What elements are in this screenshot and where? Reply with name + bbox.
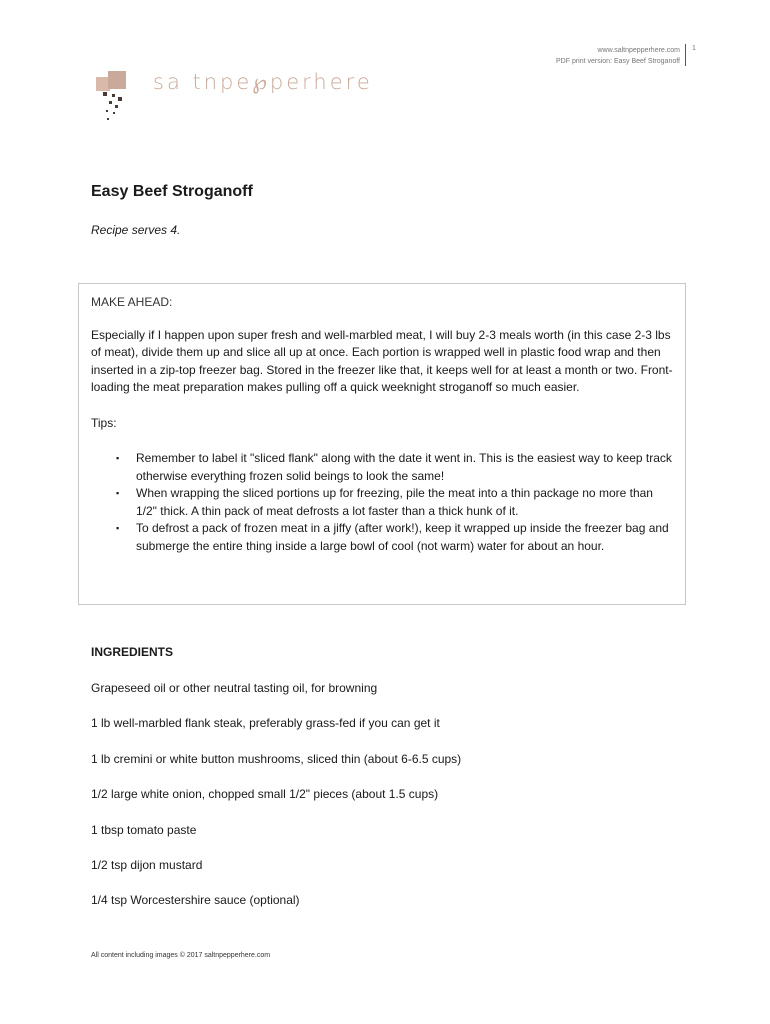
ingredient-item: 1 lb well-marbled flank steak, preferably grass-fed if you can get it — [91, 716, 440, 730]
ingredients-heading: INGREDIENTS — [91, 645, 174, 659]
tip-item — [91, 450, 673, 485]
ingredient-item: 1 tbsp tomato paste — [91, 823, 197, 837]
tip-text: To defrost a pack of frozen meat in a jiffy (after work!), keep it wrapped up inside the freezer bag and submerge the entire thing inside a large bowl of cool (not warm) water for about an hour. — [136, 521, 669, 553]
tip-item — [91, 485, 673, 520]
tip-text: When wrapping the sliced portions up for freezing, pile the meat into a thin package no more than 1/2" thick. A thin pack of meat defrosts a lot faster than a thick hunk of it. — [136, 486, 653, 518]
tips-list — [91, 450, 673, 555]
tip-text: Remember to label it "sliced flank" along with the date it went in. This is the easiest way to keep track otherwise everything frozen solid beings to look the same! — [136, 451, 672, 483]
tips-label: Tips: — [91, 415, 117, 430]
bullet-icon: ▪ — [116, 453, 120, 463]
ingredient-item: 1/2 large white onion, chopped small 1/2" pieces (about 1.5 cups) — [91, 787, 439, 801]
ingredient-item: Grapeseed oil or other neutral tasting oil, for browning — [91, 681, 378, 695]
pdf-label: PDF print version: Easy Beef Stroganoff — [556, 58, 680, 65]
ingredient-item: 1 lb cremini or white button mushrooms, sliced thin (about 6-6.5 cups) — [91, 752, 462, 766]
page-number: 1 — [692, 45, 696, 52]
page-header — [556, 45, 680, 67]
logo-wordmark: sa tnpe℘perhere — [153, 70, 373, 94]
make-ahead-paragraph: Especially if I happen upon super fresh and well-marbled meat, I will buy 2-3 meals worth (in this case 2-3 lbs of meat), divide them up and slice all up at once. Each portion is wrapped well in plastic food wrap and then inserted in a zip-top freezer bag. Stored in the freezer like that, it keeps well for at least a month or two. Front-loading the meat preparation makes pulling off a quick weeknight stroganoff so much easier. — [91, 327, 673, 394]
ingredient-item: 1/4 tsp Worcestershire sauce (optional) — [91, 893, 300, 907]
site-url: www.saltnpepperhere.com — [597, 47, 680, 54]
recipe-serves: Recipe serves 4. — [91, 223, 181, 237]
footer-copyright: All content including images © 2017 saltnpepperhere.com — [91, 952, 271, 959]
header-divider — [685, 44, 686, 66]
bullet-icon: ▪ — [116, 523, 120, 533]
logo-mark-icon — [95, 70, 135, 125]
recipe-title: Easy Beef Stroganoff — [91, 183, 253, 200]
site-logo — [95, 70, 385, 125]
make-ahead-heading: MAKE AHEAD: — [91, 295, 173, 309]
tip-item — [91, 520, 673, 555]
bullet-icon: ▪ — [116, 488, 120, 498]
ingredient-item: 1/2 tsp dijon mustard — [91, 858, 203, 872]
make-ahead-box — [78, 283, 686, 605]
